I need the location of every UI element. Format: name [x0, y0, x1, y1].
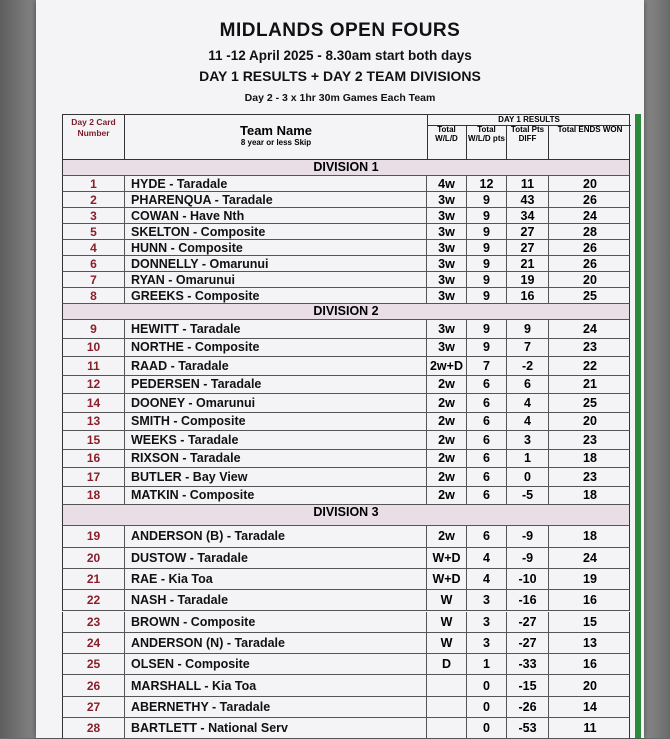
wld-points: 9 — [467, 272, 507, 287]
card-number: 10 — [63, 339, 125, 357]
points-diff: 0 — [507, 468, 549, 486]
ends-won: 26 — [583, 192, 597, 207]
ends-won: 26 — [583, 256, 597, 271]
card-number: 1 — [63, 176, 125, 191]
ends-won: 25 — [583, 395, 597, 410]
wld-points: 3 — [467, 590, 507, 610]
points-diff: 4 — [507, 413, 549, 431]
card-number: 23 — [63, 612, 125, 632]
ends-won: 19 — [583, 572, 597, 587]
table-row — [62, 192, 630, 208]
card-number: 26 — [63, 675, 125, 695]
table-row — [62, 697, 630, 718]
team-name: WEEKS - Taradale — [125, 431, 427, 449]
points-diff: -9 — [507, 526, 549, 546]
division-header: DIVISION 3 — [62, 505, 630, 526]
table-row — [62, 394, 630, 413]
wld: W — [427, 612, 467, 632]
event-dates: 11 -12 April 2025 - 8.30am start both days — [208, 48, 472, 63]
team-name: RIXSON - Taradale — [125, 450, 427, 468]
wld: 3w — [427, 224, 467, 239]
ends-won: 20 — [583, 272, 597, 287]
card-number: 2 — [63, 192, 125, 207]
points-diff: 3 — [507, 431, 549, 449]
points-diff: -33 — [507, 654, 549, 674]
table-row — [62, 590, 630, 611]
table-row — [62, 654, 630, 675]
ends-won: 13 — [583, 635, 597, 650]
wld: 3w — [427, 320, 467, 338]
card-number: 22 — [63, 590, 125, 610]
wld: 3w — [427, 256, 467, 271]
ends-won: 16 — [583, 593, 597, 608]
wld: 2w — [427, 450, 467, 468]
card-number: 8 — [63, 288, 125, 303]
card-number: 11 — [63, 357, 125, 375]
card-number: 19 — [63, 526, 125, 546]
wld: 3w — [427, 272, 467, 287]
table-row — [62, 612, 630, 633]
wld: 3w — [427, 240, 467, 255]
ends-won: 11 — [583, 721, 597, 736]
ends-won: 15 — [583, 614, 597, 629]
ends-won: 26 — [583, 240, 597, 255]
ends-won: 18 — [583, 529, 597, 544]
wld: 3w — [427, 288, 467, 303]
wld-points: 0 — [467, 718, 507, 738]
table-row — [62, 431, 630, 450]
wld: 3w — [427, 208, 467, 223]
table-row — [62, 376, 630, 395]
wld-points: 6 — [467, 394, 507, 412]
countertop-left — [0, 0, 40, 738]
wld-points: 6 — [467, 526, 507, 546]
points-diff: 34 — [507, 208, 549, 223]
points-diff: -15 — [507, 675, 549, 695]
team-name: RYAN - Omarunui — [125, 272, 427, 287]
wld-points: 9 — [467, 208, 507, 223]
table-row — [62, 339, 630, 358]
countertop-right — [640, 0, 670, 738]
ends-won: 14 — [583, 699, 597, 714]
team-name: NASH - Taradale — [125, 590, 427, 610]
table-header — [62, 114, 630, 160]
points-diff: -16 — [507, 590, 549, 610]
team-name: DONNELLY - Omarunui — [125, 256, 427, 271]
sheet-title: MIDLANDS OPEN FOURS — [219, 20, 461, 41]
points-diff: 19 — [507, 272, 549, 287]
card-number: 12 — [63, 376, 125, 394]
col-results — [427, 115, 631, 159]
table-row — [62, 633, 630, 654]
col-ends: Total ENDS WON — [557, 125, 623, 134]
card-number: 15 — [63, 431, 125, 449]
wld-points: 9 — [467, 288, 507, 303]
team-name: ANDERSON (B) - Taradale — [125, 526, 427, 546]
team-name: RAE - Kia Toa — [125, 569, 427, 589]
table-row — [62, 357, 630, 376]
table-row — [62, 320, 630, 339]
wld-points: 4 — [467, 548, 507, 568]
team-name: ANDERSON (N) - Taradale — [125, 633, 427, 653]
table-row — [62, 272, 630, 288]
col-team-name: Team Name — [239, 123, 312, 138]
wld-points: 9 — [467, 339, 507, 357]
team-name: MATKIN - Composite — [125, 487, 427, 505]
green-margin-line — [635, 114, 641, 738]
ends-won: 28 — [583, 224, 597, 239]
points-diff: 6 — [507, 376, 549, 394]
card-number: 21 — [63, 569, 125, 589]
wld-points: 3 — [467, 612, 507, 632]
results-sheet — [36, 0, 644, 738]
wld-points: 6 — [467, 431, 507, 449]
team-name: COWAN - Have Nth — [125, 208, 427, 223]
wld — [427, 697, 467, 717]
card-number: 25 — [63, 654, 125, 674]
team-name: HUNN - Composite — [125, 240, 427, 255]
ends-won: 18 — [583, 451, 597, 466]
ends-won: 25 — [583, 288, 597, 303]
table-row — [62, 548, 630, 569]
card-number: 17 — [63, 468, 125, 486]
card-number: 14 — [63, 394, 125, 412]
card-number: 9 — [63, 320, 125, 338]
wld-points: 6 — [467, 468, 507, 486]
points-diff: 16 — [507, 288, 549, 303]
points-diff: -27 — [507, 612, 549, 632]
wld-points: 6 — [467, 487, 507, 505]
team-name: HYDE - Taradale — [125, 176, 427, 191]
team-name: PHARENQUA - Taradale — [125, 192, 427, 207]
table-row — [62, 224, 630, 240]
wld-points: 9 — [467, 240, 507, 255]
team-name: ABERNETHY - Taradale — [125, 697, 427, 717]
results-title: DAY 1 RESULTS — [427, 115, 631, 126]
table-row — [62, 468, 630, 487]
card-number: 28 — [63, 718, 125, 738]
wld-points: 12 — [467, 176, 507, 191]
card-number: 7 — [63, 272, 125, 287]
division-header: DIVISION 2 — [62, 304, 630, 320]
games-note: Day 2 - 3 x 1hr 30m Games Each Team — [244, 92, 436, 104]
team-name: BUTLER - Bay View — [125, 468, 427, 486]
wld-points: 7 — [467, 357, 507, 375]
col-pts: Total W/L/D pts — [467, 125, 507, 159]
sheet-subtitle: DAY 1 RESULTS + DAY 2 TEAM DIVISIONS — [199, 68, 481, 84]
col-team — [125, 115, 428, 159]
team-name: MARSHALL - Kia Toa — [125, 675, 427, 695]
team-name: NORTHE - Composite — [125, 339, 427, 357]
col-card-number: Day 2 Card Number — [63, 115, 125, 159]
points-diff: 9 — [507, 320, 549, 338]
team-name: BROWN - Composite — [125, 612, 427, 632]
card-number: 24 — [63, 633, 125, 653]
col-wld: Total W/L/D — [427, 125, 467, 159]
points-diff: -27 — [507, 633, 549, 653]
wld: 4w — [427, 176, 467, 191]
results-table — [62, 114, 638, 738]
table-row — [62, 413, 630, 432]
wld: 3w — [427, 192, 467, 207]
wld-points: 9 — [467, 192, 507, 207]
wld: 3w — [427, 339, 467, 357]
wld: W — [427, 590, 467, 610]
table-row — [62, 487, 630, 506]
points-diff: -2 — [507, 357, 549, 375]
wld — [427, 675, 467, 695]
table-row — [62, 240, 630, 256]
wld: 2w — [427, 468, 467, 486]
wld-points: 9 — [467, 224, 507, 239]
points-diff: -5 — [507, 487, 549, 505]
table-row — [62, 288, 630, 304]
team-name: HEWITT - Taradale — [125, 320, 427, 338]
wld: W — [427, 633, 467, 653]
wld: W+D — [427, 548, 467, 568]
ends-won: 20 — [583, 414, 597, 429]
points-diff: 27 — [507, 224, 549, 239]
wld-points: 0 — [467, 697, 507, 717]
table-row — [62, 176, 630, 192]
card-number: 16 — [63, 450, 125, 468]
ends-won: 16 — [583, 657, 597, 672]
ends-won: 24 — [583, 550, 597, 565]
wld-points: 6 — [467, 376, 507, 394]
ends-won: 20 — [583, 176, 597, 191]
team-name: PEDERSEN - Taradale — [125, 376, 427, 394]
wld: 2w — [427, 431, 467, 449]
table-row — [62, 675, 630, 696]
points-diff: -26 — [507, 697, 549, 717]
card-number: 27 — [63, 697, 125, 717]
wld — [427, 718, 467, 738]
wld-points: 4 — [467, 569, 507, 589]
points-diff: -53 — [507, 718, 549, 738]
points-diff: 4 — [507, 394, 549, 412]
team-name: OLSEN - Composite — [125, 654, 427, 674]
card-number: 13 — [63, 413, 125, 431]
wld-points: 6 — [467, 450, 507, 468]
points-diff: 27 — [507, 240, 549, 255]
col-diff: Total Pts DIFF — [507, 125, 549, 159]
team-name: RAAD - Taradale — [125, 357, 427, 375]
team-name: SMITH - Composite — [125, 413, 427, 431]
card-number: 20 — [63, 548, 125, 568]
wld-points: 1 — [467, 654, 507, 674]
table-row — [62, 526, 630, 547]
wld: 2w — [427, 487, 467, 505]
wld: 2w — [427, 526, 467, 546]
table-row — [62, 450, 630, 469]
table-row — [62, 208, 630, 224]
card-number: 5 — [63, 224, 125, 239]
table-row — [62, 256, 630, 272]
ends-won: 20 — [583, 678, 597, 693]
ends-won: 23 — [583, 432, 597, 447]
table-row — [62, 718, 630, 739]
ends-won: 23 — [583, 340, 597, 355]
wld-points: 6 — [467, 413, 507, 431]
team-name: SKELTON - Composite — [125, 224, 427, 239]
ends-won: 18 — [583, 488, 597, 503]
ends-won: 24 — [583, 321, 597, 336]
team-name: BARTLETT - National Serv — [125, 718, 427, 738]
points-diff: 43 — [507, 192, 549, 207]
ends-won: 24 — [583, 208, 597, 223]
ends-won: 22 — [583, 358, 597, 373]
wld: 2w — [427, 394, 467, 412]
wld-points: 9 — [467, 256, 507, 271]
card-number: 3 — [63, 208, 125, 223]
team-name: DUSTOW - Taradale — [125, 548, 427, 568]
division-header: DIVISION 1 — [62, 160, 630, 176]
card-number: 6 — [63, 256, 125, 271]
card-number: 18 — [63, 487, 125, 505]
wld: D — [427, 654, 467, 674]
wld-points: 3 — [467, 633, 507, 653]
wld: W+D — [427, 569, 467, 589]
table-row — [62, 569, 630, 590]
ends-won: 23 — [583, 469, 597, 484]
col-team-sub: 8 year or less Skip — [240, 138, 312, 147]
points-diff: 7 — [507, 339, 549, 357]
points-diff: 1 — [507, 450, 549, 468]
team-name: GREEKS - Composite — [125, 288, 427, 303]
ends-won: 21 — [583, 377, 597, 392]
team-name: DOONEY - Omarunui — [125, 394, 427, 412]
wld-points: 0 — [467, 675, 507, 695]
card-number: 4 — [63, 240, 125, 255]
points-diff: -9 — [507, 548, 549, 568]
points-diff: -10 — [507, 569, 549, 589]
points-diff: 11 — [507, 176, 549, 191]
wld: 2w — [427, 376, 467, 394]
wld: 2w — [427, 413, 467, 431]
wld-points: 9 — [467, 320, 507, 338]
wld: 2w+D — [427, 357, 467, 375]
points-diff: 21 — [507, 256, 549, 271]
